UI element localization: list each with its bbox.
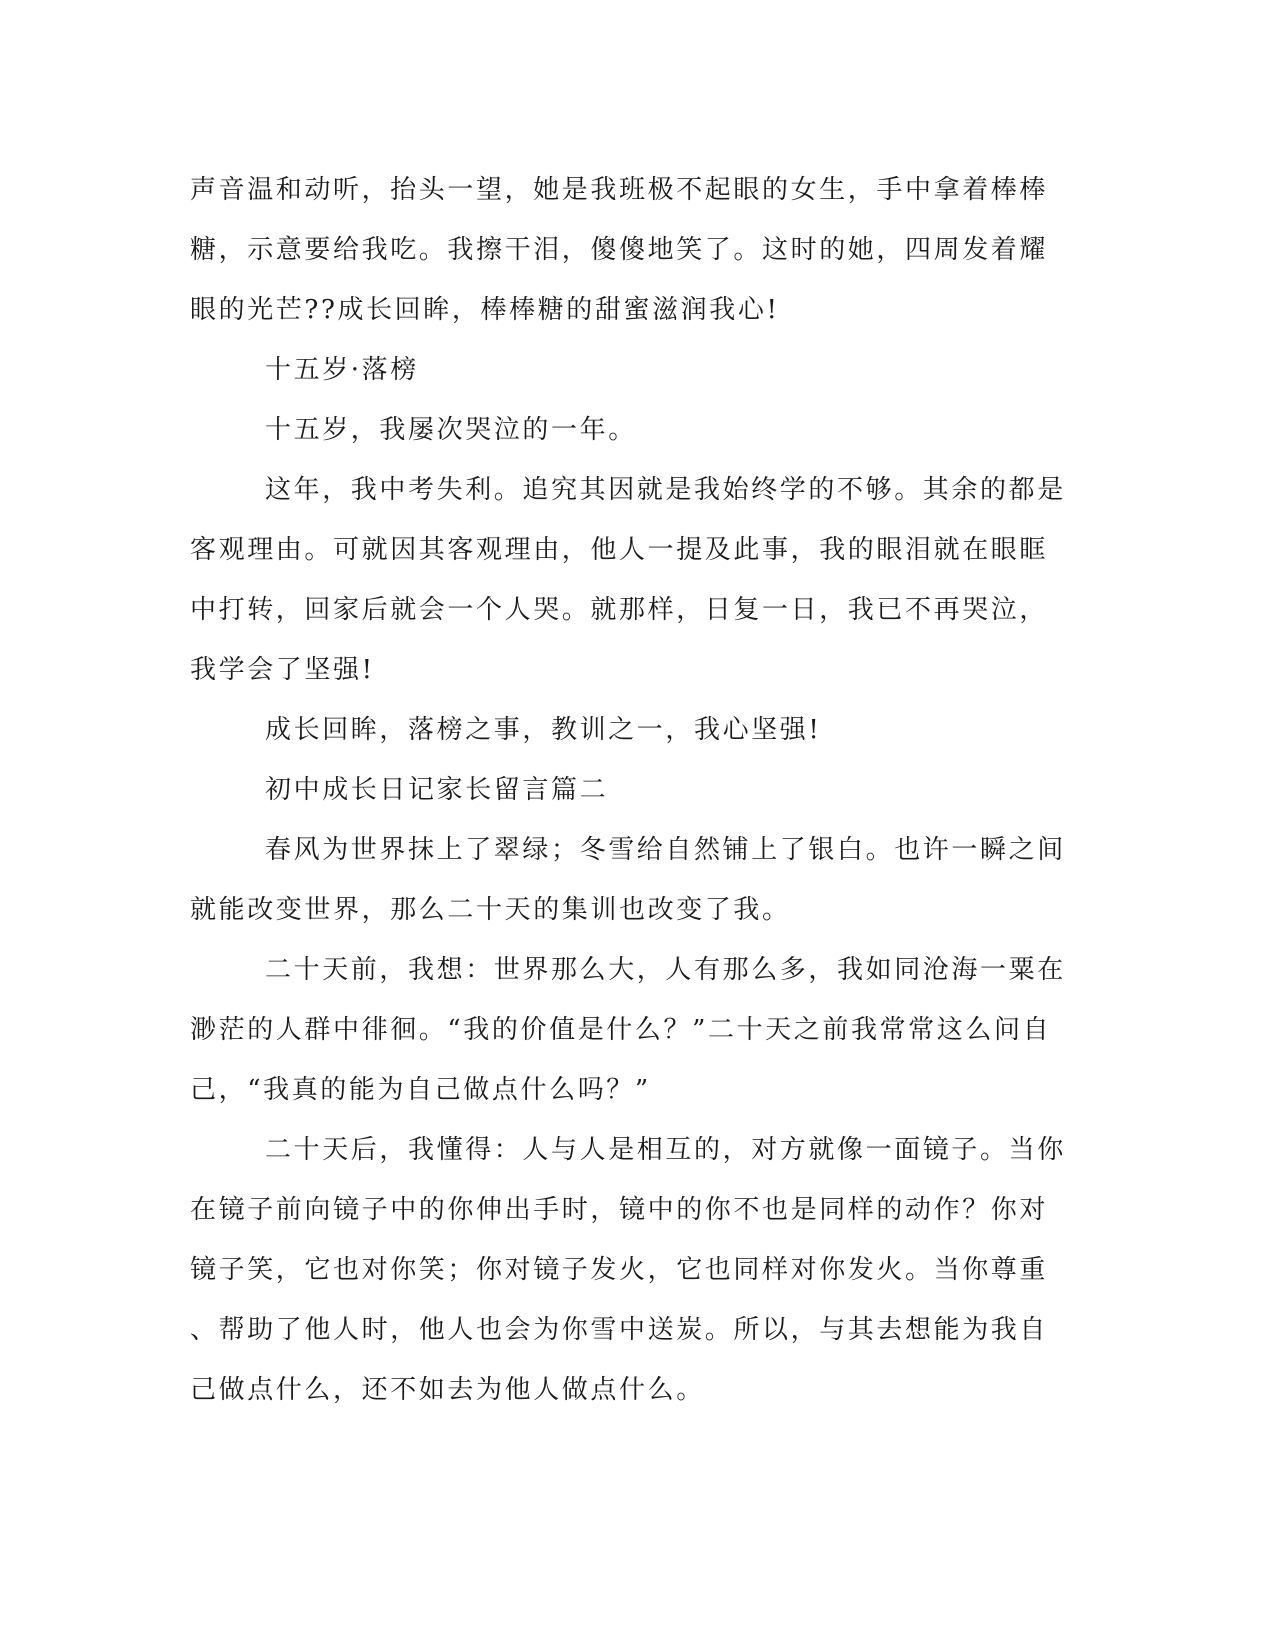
text-line: 我学会了坚强! — [190, 655, 375, 685]
paragraph-lollipop-ending — [190, 160, 1075, 340]
document-body — [190, 160, 1075, 1420]
text-line: 二十天后，我懂得：人与人是相互的，对方就像一面镜子。当你 — [265, 1135, 1066, 1165]
paragraph-lesson — [190, 700, 1075, 760]
text-line: 声音温和动听，抬头一望，她是我班极不起眼的女生，手中拿着棒棒 — [190, 175, 1049, 205]
paragraph-exam-failure — [190, 460, 1075, 700]
paragraph-spring-wind — [190, 820, 1075, 940]
paragraph-fifteen-intro — [190, 400, 1075, 460]
paragraph-twenty-days-before — [190, 940, 1075, 1120]
text-line: 中打转，回家后就会一个人哭。就那样，日复一日，我已不再哭泣， — [190, 595, 1049, 625]
text-line: 己做点什么，还不如去为他人做点什么。 — [190, 1375, 705, 1405]
text-line: 春风为世界抹上了翠绿；冬雪给自然铺上了银白。也许一瞬之间 — [265, 835, 1066, 865]
text-line: 客观理由。可就因其客观理由，他人一提及此事，我的眼泪就在眼眶 — [190, 535, 1049, 565]
text-line: 初中成长日记家长留言篇二 — [265, 775, 609, 805]
article-title-part-two — [190, 760, 1075, 820]
text-line: 渺茫的人群中徘徊。“我的价值是什么？”二十天之前我常常这么问自 — [190, 1015, 1052, 1045]
paragraph-twenty-days-after — [190, 1120, 1075, 1420]
text-line: 二十天前，我想：世界那么大，人有那么多，我如同沧海一粟在 — [265, 955, 1066, 985]
text-line: 、帮助了他人时，他人也会为你雪中送炭。所以，与其去想能为我自 — [190, 1315, 1049, 1345]
text-line: 糖，示意要给我吃。我擦干泪，傻傻地笑了。这时的她，四周发着耀 — [190, 235, 1049, 265]
text-line: 眼的光芒??成长回眸，棒棒糖的甜蜜滋润我心! — [190, 295, 780, 325]
text-line: 成长回眸，落榜之事，教训之一，我心坚强! — [265, 715, 822, 745]
text-line: 这年，我中考失利。追究其因就是我始终学的不够。其余的都是 — [265, 475, 1066, 505]
text-line: 在镜子前向镜子中的你伸出手时，镜中的你不也是同样的动作？你对 — [190, 1195, 1049, 1225]
section-heading-fifteen — [190, 340, 1075, 400]
text-line: 镜子笑，它也对你笑；你对镜子发火，它也同样对你发火。当你尊重 — [190, 1255, 1049, 1285]
text-line: 就能改变世界，那么二十天的集训也改变了我。 — [190, 895, 791, 925]
text-line: 十五岁·落榜 — [265, 355, 419, 385]
text-line: 十五岁，我屡次哭泣的一年。 — [265, 415, 637, 445]
text-line: 己，“我真的能为自己做点什么吗？” — [190, 1075, 651, 1105]
